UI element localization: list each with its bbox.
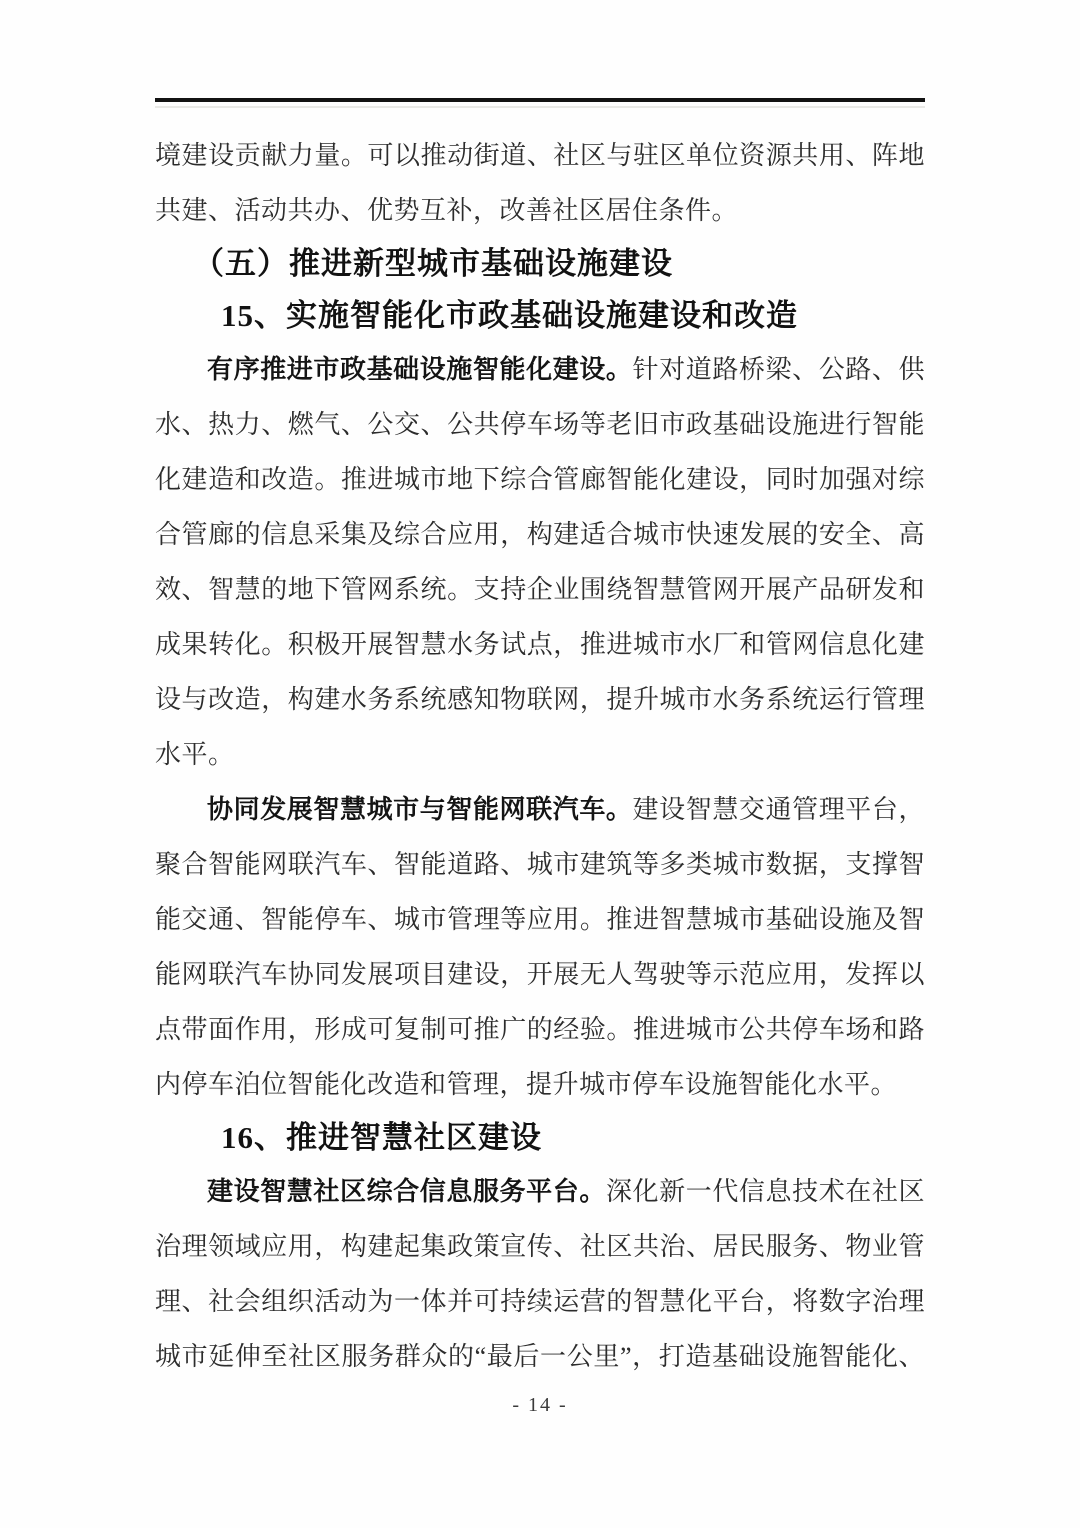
text-line [155,1274,925,1329]
text-line [155,1219,925,1274]
text-line [155,727,925,782]
bold-lead-text: 协同发展智慧城市与智能网联汽车。 [207,795,633,824]
body-text: 理、社会组织活动为一体并可持续运营的智慧化平台，将数字治理 [155,1287,925,1316]
text-line [155,183,925,238]
body-text: 治理领域应用，构建起集政策宣传、社区共治、居民服务、物业管 [155,1232,925,1261]
body-text: 成果转化。积极开展智慧水务试点，推进城市水厂和管网信息化建 [155,630,925,659]
bold-lead-text: 建设智慧社区综合信息服务平台。 [207,1177,606,1206]
body-text: 水平。 [155,740,235,769]
text-line [155,1057,925,1112]
body-text: 城市延伸至社区服务群众的“最后一公里”，打造基础设施智能化、 [155,1342,925,1371]
text-line [155,342,925,397]
body-text: 化建造和改造。推进城市地下综合管廊智能化建设，同时加强对综 [155,465,925,494]
body-text: 合管廊的信息采集及综合应用，构建适合城市快速发展的安全、高 [155,520,925,549]
body-text: 聚合智能网联汽车、智能道路、城市建筑等多类城市数据，支撑智 [155,850,925,879]
body-text: 针对道路桥梁、公路、供 [632,355,925,384]
body-text: 设与改造，构建水务系统感知物联网，提升城市水务系统运行管理 [155,685,925,714]
text-line [155,617,925,672]
text-line [155,507,925,562]
body-text: 深化新一代信息技术在社区 [605,1177,925,1206]
page-number: - 14 - [512,1394,568,1416]
body-text: 点带面作用，形成可复制可推广的经验。推进城市公共停车场和路 [155,1015,925,1044]
bold-lead-text: 有序推进市政基础设施智能化建设。 [207,355,633,384]
text-line [155,128,925,183]
body-text: 能交通、智能停车、城市管理等应用。推进智慧城市基础设施及智 [155,905,925,934]
document-body [155,128,925,1384]
section-heading: 15、实施智能化市政基础设施建设和改造 [221,298,798,333]
header-rule-shadow [155,106,925,108]
text-line [155,562,925,617]
body-text: 效、智慧的地下管网系统。支持企业围绕智慧管网开展产品研发和 [155,575,925,604]
body-text: 建设智慧交通管理平台， [632,795,925,824]
text-line [155,947,925,1002]
body-text: 共建、活动共办、优势互补，改善社区居住条件。 [155,196,739,225]
text-line [155,452,925,507]
paragraph [155,782,925,1112]
text-line [155,837,925,892]
body-text: 内停车泊位智能化改造和管理，提升城市停车设施智能化水平。 [155,1070,898,1099]
text-line [155,1164,925,1219]
body-text: 水、热力、燃气、公交、公共停车场等老旧市政基础设施进行智能 [155,410,925,439]
body-text: 能网联汽车协同发展项目建设，开展无人驾驶等示范应用，发挥以 [155,960,925,989]
header-rule [155,98,925,102]
section-heading: 16、推进智慧社区建设 [221,1120,542,1155]
text-line [155,892,925,947]
paragraph [155,1164,925,1384]
text-line [155,1002,925,1057]
section-heading: （五）推进新型城市基础设施建设 [193,246,673,281]
text-line [155,672,925,727]
text-line [155,1329,925,1384]
text-line [155,397,925,452]
text-line [155,782,925,837]
body-text: 境建设贡献力量。可以推动街道、社区与驻区单位资源共用、阵地 [155,141,925,170]
paragraph [155,128,925,238]
content-column [155,98,925,1420]
paragraph [155,342,925,782]
